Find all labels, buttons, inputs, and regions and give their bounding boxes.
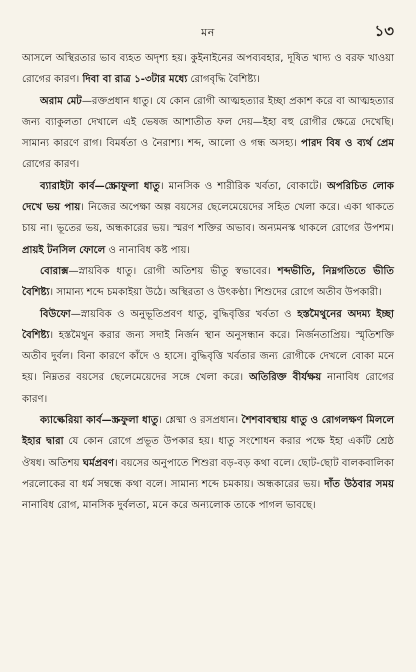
paragraph [22,91,394,176]
paragraph [22,410,394,516]
page-header [22,0,394,48]
text-run: । মানসিক ও শারীরিক খর্বতা, বোকাটে। [159,180,328,192]
text-run: —স্নায়বিক ধাতু। রোগী অতিশয় ভীতু স্বভাবের। [68,265,278,277]
text-run: । নিজের অপেক্ষা অল্প বয়সের ছেলেমেয়েদের সহিত খেলা করে। একা থাকতে চায় না। ভূতের ভয়, অন্ধকারের ভয়। স্মরণ শক্তির অভাব। অন্যমনস্ক থাকলে রোগের উপশম। [22,202,394,235]
running-title: মন [201,26,215,39]
bold-phrase: বিউফো [40,308,71,320]
text-run: রোগের কারণ। [22,159,80,171]
text-run: নানাবিধ রোগের কারণ। [22,372,394,405]
text-run: —রক্তপ্রধান ধাতু। যে কোন রোগী আত্মহত্যার ইচ্ছা প্রকাশ করে বা আত্মহত্যার জন্য ব্যাকুলতা দেখালে এই ভেষজ আশাতীত ফল দেয়—ইহা বহু রোগীর ক্ষেত্রে দেখেছি। সামান্য কারণে রাগ। বিমর্ষতা ও নৈরাশ্য। শব্দ, আলো ও গন্ধ অসহ্য। [22,95,394,150]
text-run: রোগবৃদ্ধি বৈশিষ্ট্য। [187,74,260,86]
text-run: । হস্তমৈথুন করার জন্য সদাই নির্জন স্থান অনুসন্ধান করে। নির্জনতাপ্রিয়। স্মৃতিশক্তি অতীব দুর্বল। বিনা কারণে কাঁদে ও হাসে। বুদ্ধিবৃত্তি খর্বতার জন্য রোগীকে দেখলে বোকা মনে হয়। নিম্নতর বয়সের ছেলেমেয়েদের সঙ্গে খেলা করে। [22,329,394,384]
text-run: । বয়সের অনুপাতে শিশুরা বড়-বড় কথা বলে। ছোট-ছোট বালকবালিকা পরলোকের বা ধর্ম সম্বন্ধে কথা বলে। সামান্য শব্দে চমকায়। অন্ধকারের ভয়। [22,457,395,490]
bold-phrase: শব্দভীতি, নিম্নগতিতে ভীতি বৈশিষ্ট্য [22,265,394,299]
bold-phrase: অপরিচিত লোক দেখে ভয় পায় [22,180,394,214]
text-run: যে কোন রোগে প্রভূত উপকার হয়। ধাতু সংশোধন করার পক্ষে ইহা একটি শ্রেষ্ঠ ঔষধ। অতিশয় [22,436,394,469]
paragraph [22,304,394,410]
bold-phrase: অরাম মেট [40,95,82,107]
bold-phrase: শৈশবাবস্থায় ধাতু ও রোগলক্ষণ মিললে ইহার দ্বারা [22,415,394,448]
paragraph [22,261,394,304]
text-run: । শ্লেষ্মা ও রসপ্রধান। [158,415,242,427]
text-run: আসলে অস্থিরতার ভাব ব্যহত অদৃশ্য হয়। কুইনাইনের অপব্যবহার, দূষিত খাদ্য ও বরফ খাওয়া রোগের কারণ। [22,53,394,86]
bold-phrase: প্রায়ই টনসিল ফোলে [22,244,106,256]
bold-phrase: পারদ বিষ ও ব্যর্থ প্রেম [301,138,394,150]
page-number: ১৩ [374,22,394,40]
bold-phrase: হস্তমৈথুনের অদম্য ইচ্ছা বৈশিষ্ট্য [22,308,394,341]
bold-phrase: অতিরিক্ত বীর্যক্ষয় [249,372,322,384]
text-run: নানাবিধ রোগ, মানসিক দুর্বলতা, মনে করে অন্যলোক তাকে পাগল ভাবছে। [22,500,316,512]
bold-phrase: দিবা বা রাত্র ১-৩টার মধ্যে [82,74,188,86]
bold-phrase: দাঁত উঠবার সময় [324,478,395,490]
text-run: ও নানাবিধ কষ্ট পায়। [105,244,191,256]
paragraph [22,176,394,261]
text-run: । সামান্য শব্দে চমকাইয়া উঠে। অস্থিরতা ও উৎকণ্ঠা। শিশুদের রোগে অতীব উপকারী। [49,287,382,299]
bold-phrase: ব্যারাইটা কার্ব—স্ক্রোফুলা ধাতু [40,180,160,192]
bold-phrase: ক্যাল্কেরিয়া কার্ব—স্ক্রফুলা ধাতু [40,415,159,427]
paragraph [22,48,394,91]
text-run: —স্নায়বিক ও অনুভূতিপ্রবণ ধাতু, বুদ্ধিবৃত্তির খর্বতা ও [70,308,298,320]
bold-phrase: বোরাক্স [40,265,69,277]
bold-phrase: ঘর্মপ্রবণ [82,457,115,469]
body-text [22,48,394,517]
